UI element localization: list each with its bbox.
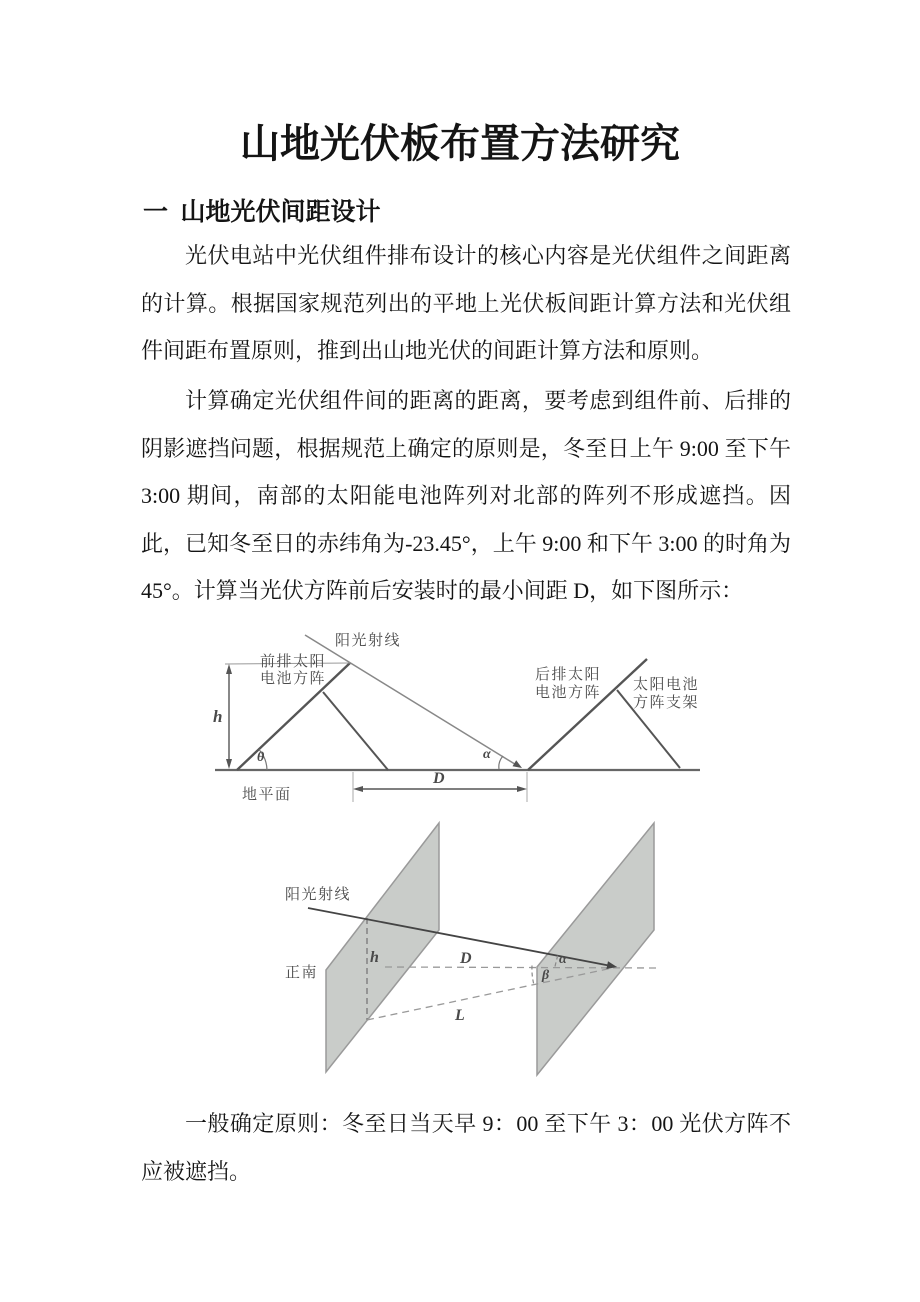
figure-panel-spacing-3d-view bbox=[280, 818, 700, 1088]
south-label: 正南 bbox=[285, 965, 319, 981]
alpha-label: α bbox=[483, 747, 491, 762]
alpha-arc bbox=[499, 756, 503, 769]
theta-label: θ bbox=[257, 750, 265, 765]
section-heading: 一 山地光伏间距设计 bbox=[143, 199, 381, 226]
sun-ray-label: 阳光射线 bbox=[285, 887, 352, 903]
document-title: 山地光伏板布置方法研究 bbox=[240, 121, 680, 166]
front-array-label-line1: 前排太阳 bbox=[259, 654, 327, 670]
beta-label: β bbox=[542, 968, 550, 983]
support-label-line2: 方阵支架 bbox=[632, 695, 700, 711]
front-array-label-line2: 电池方阵 bbox=[259, 671, 327, 687]
paragraph-1: 光伏电站中光伏组件排布设计的核心内容是光伏组件之间距离的计算。根据国家规范列出的平地上光伏板间距计算方法和光伏组件间距布置原则，推到出山地光伏的间距计算方法和原则。 bbox=[141, 243, 791, 364]
beta-arc bbox=[532, 966, 534, 986]
support-label-line1: 太阳电池 bbox=[632, 677, 700, 693]
rear-panel-3d bbox=[537, 823, 654, 1075]
rear-array-label-line2: 电池方阵 bbox=[534, 685, 602, 701]
d-arrow-right bbox=[517, 786, 527, 792]
alpha-label: α bbox=[559, 952, 567, 967]
paragraph-3: 一般确定原则：冬至日当天早 9：00 至下午 3：00 光伏方阵不应被遮挡。 bbox=[141, 1111, 791, 1184]
ground-label: 地平面 bbox=[242, 787, 292, 803]
front-panel-3d bbox=[326, 823, 439, 1072]
d-label: D bbox=[433, 770, 445, 787]
h-arrow-top bbox=[226, 664, 232, 674]
sun-ray-label: 阳光射线 bbox=[334, 633, 402, 649]
sun-ray-arrowhead bbox=[513, 760, 523, 768]
d-arrow-left bbox=[353, 786, 363, 792]
h-arrow-bottom bbox=[226, 759, 232, 769]
rear-array-label-line1: 后排太阳 bbox=[534, 667, 602, 683]
l-label: L bbox=[455, 1007, 465, 1024]
figure-panel-spacing-side-view bbox=[200, 615, 720, 815]
h-label: h bbox=[213, 707, 223, 726]
front-panel-support-line bbox=[323, 692, 388, 770]
paragraph-2: 计算确定光伏组件间的距离的距离，要考虑到组件前、后排的阴影遮挡问题，根据规范上确定的原则是，冬至日上午 9:00 至下午 3:00 期间，南部的太阳能电池阵列对北部的阵列不形成遮挡。因此，已知冬至日的赤纬角为-23.45°，上午 9:00 和下午 3:00 的时角为 45°。计算当光伏方阵前后安装时的最小间距 D，如下图所示： bbox=[141, 388, 791, 604]
d-label: D bbox=[460, 950, 472, 967]
h-label: h bbox=[370, 949, 379, 966]
